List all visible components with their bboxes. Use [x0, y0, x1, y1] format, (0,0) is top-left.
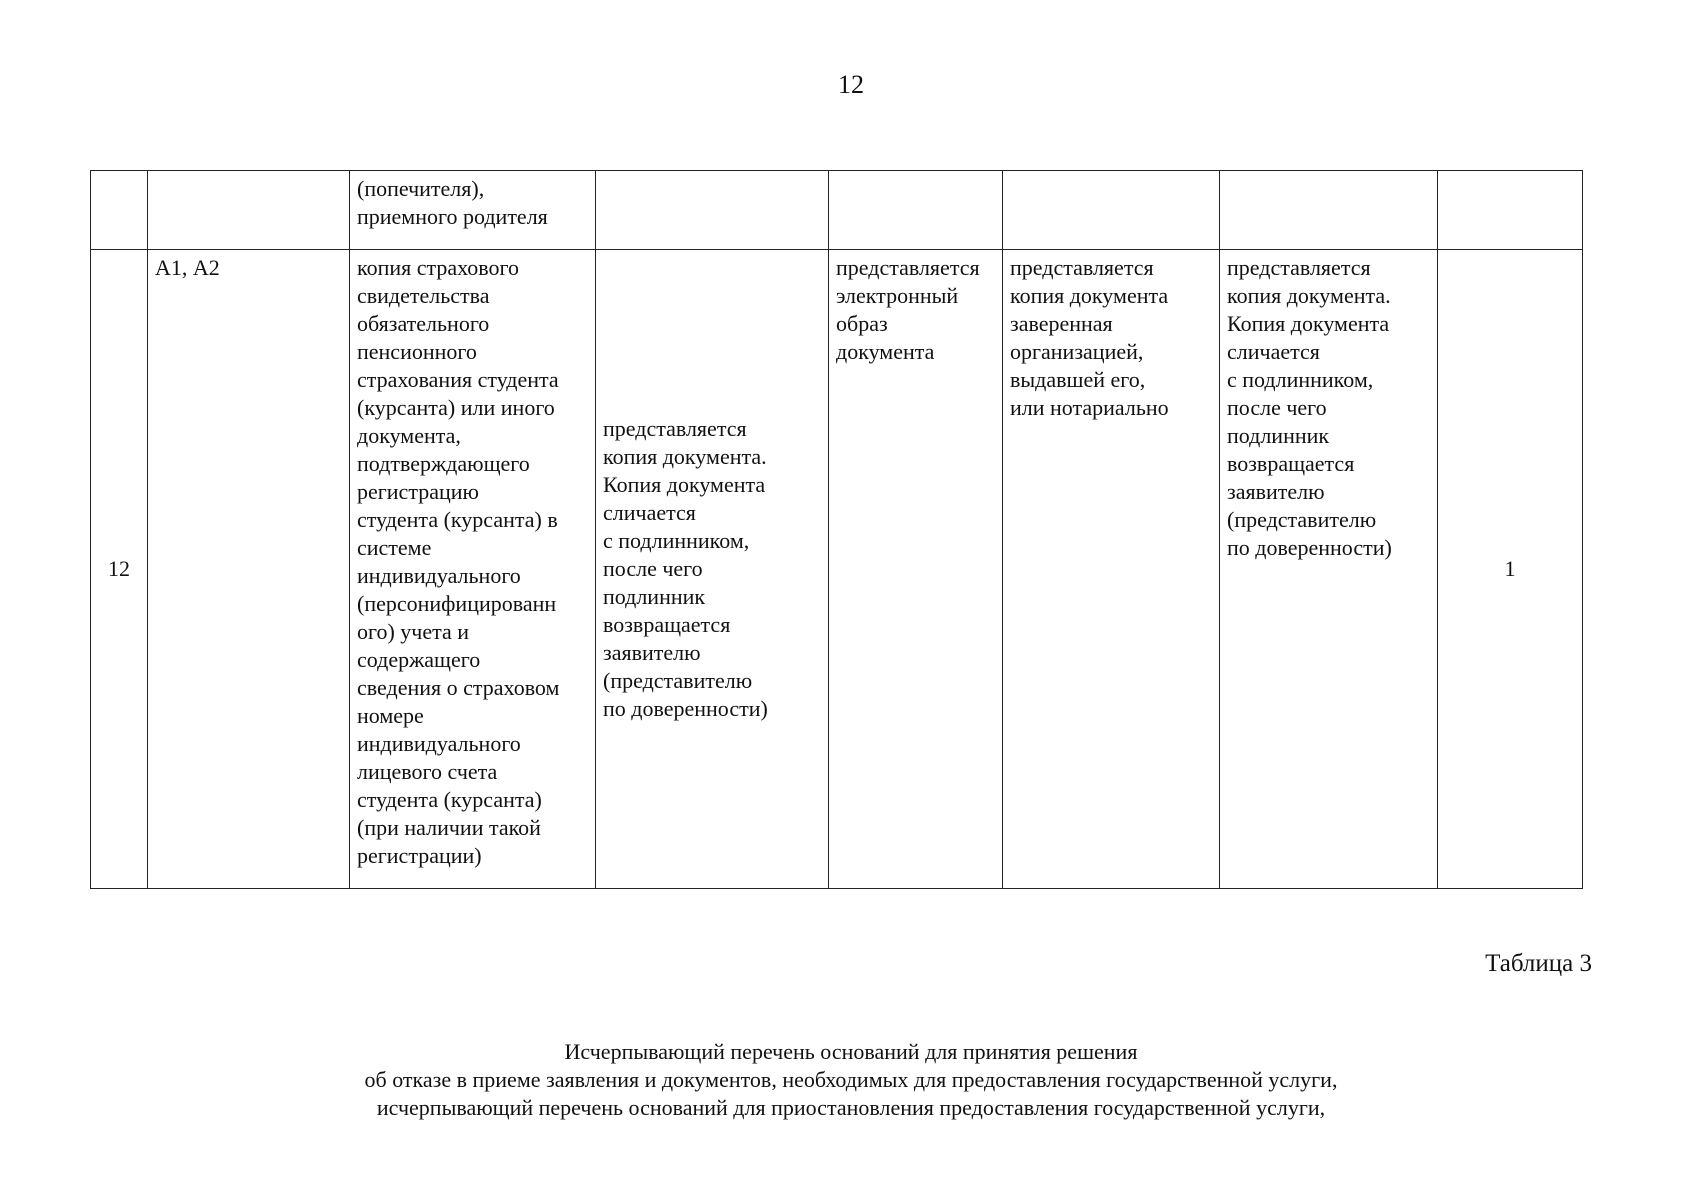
table-cell-count: 1: [1438, 250, 1583, 889]
table-cell-mfc-form: представляется копия документа. Копия документа сличается с подлинником, после чего подлинник возвращается заявителю (представителю по доверенности): [1220, 250, 1438, 889]
table-caption: Таблица 3: [1485, 950, 1592, 977]
table-cell-count: [1438, 171, 1583, 250]
table-cell-electronic-form: представляется электронный образ документа: [829, 250, 1003, 889]
table-cell-document: (попечителя), приемного родителя: [350, 171, 596, 250]
table-cell-mfc-form: [1220, 171, 1438, 250]
table-cell-paper-form: [596, 171, 829, 250]
document-table: [90, 170, 1583, 889]
heading-line: Исчерпывающий перечень оснований для принятия решения: [564, 1039, 1138, 1064]
table-cell-mail-form: [1003, 171, 1220, 250]
table-cell-number: 12: [91, 250, 148, 889]
heading-line: исчерпывающий перечень оснований для приостановления предоставления государственной услуги,: [376, 1095, 1326, 1120]
table-cell-paper-form: представляется копия документа. Копия документа сличается с подлинником, после чего подлинник возвращается заявителю (представителю по доверенности): [596, 250, 829, 889]
table-cell-document: копия страхового свидетельства обязательного пенсионного страхования студента (курсанта) или иного документа, подтверждающего регистрацию студента (курсанта) в системе индивидуального (персонифицированн ого) учета и содержащего сведения о страховом номере индивидуального лицевого счета студента (курсанта) (при наличии такой регистрации): [350, 250, 596, 889]
table-cell-electronic-form: [829, 171, 1003, 250]
table-cell-category: А1, А2: [148, 250, 350, 889]
table-cell-number: [91, 171, 148, 250]
table-cell-mail-form: представляется копия документа заверенная организацией, выдавшей его, или нотариально: [1003, 250, 1220, 889]
table-cell-category: [148, 171, 350, 250]
table-row: [91, 171, 1583, 250]
table-row: [91, 250, 1583, 889]
page-number: 12: [838, 70, 864, 99]
heading-line: об отказе в приеме заявления и документов, необходимых для предоставления государственной услуги,: [364, 1067, 1338, 1092]
section-heading: [0, 1038, 1702, 1122]
